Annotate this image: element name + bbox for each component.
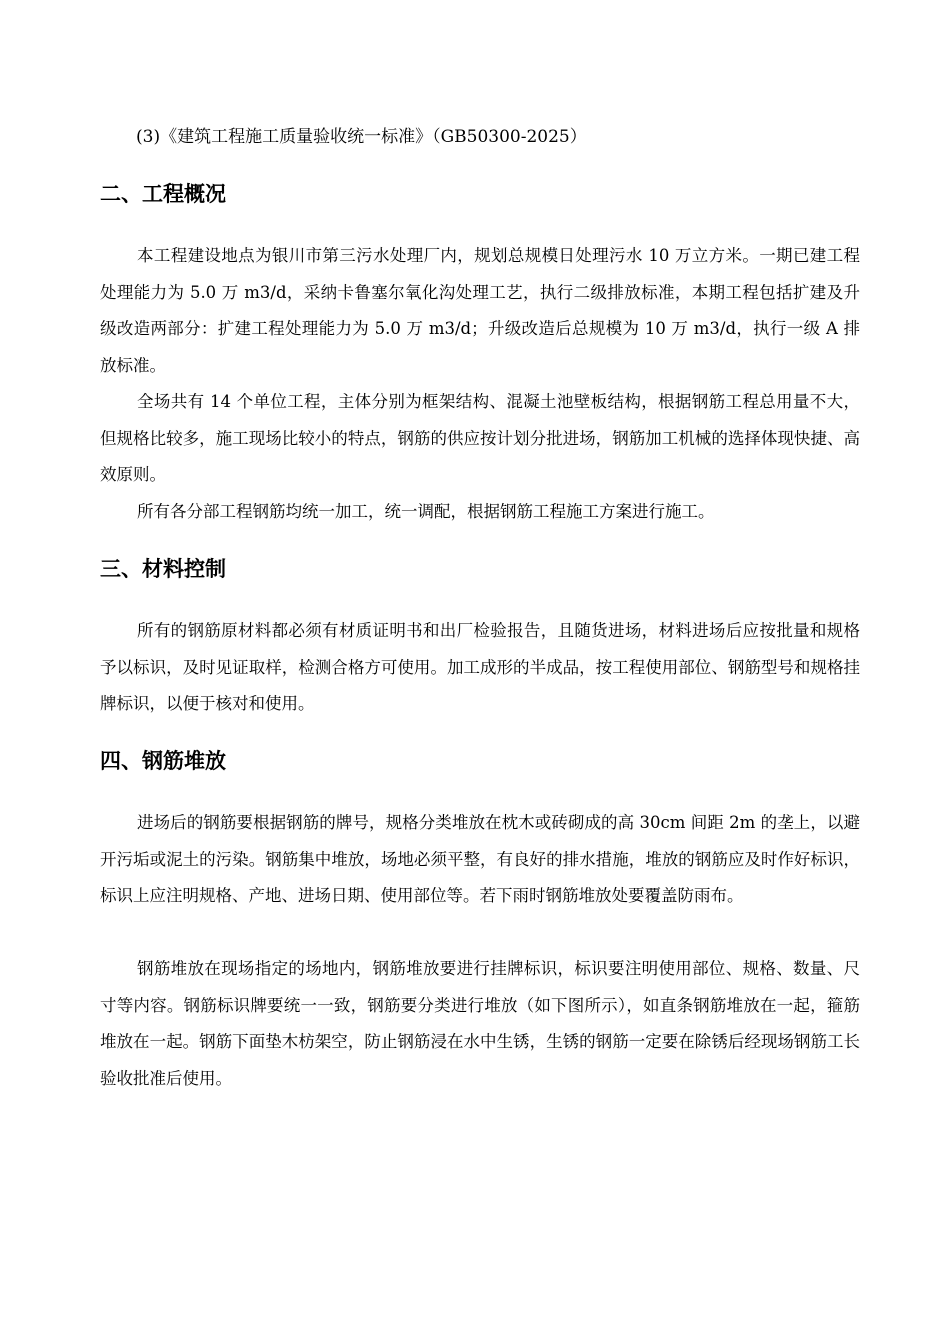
paragraph: 所有的钢筋原材料都必须有材质证明书和出厂检验报告，且随货进场，材料进场后应按批量和规格予以标识，及时见证取样，检测合格方可使用。加工成形的半成品，按工程使用部位、钢筋型号和规格挂牌标识，以便于核对和使用。	[100, 621, 860, 713]
paragraph: 钢筋堆放在现场指定的场地内，钢筋堆放要进行挂牌标识，标识要注明使用部位、规格、数量、尺寸等内容。钢筋标识牌要统一一致，钢筋要分类进行堆放（如下图所示），如直条钢筋堆放在一起，箍筋堆放在一起。钢筋下面垫木枋架空，防止钢筋浸在水中生锈，生锈的钢筋一定要在除锈后经现场钢筋工长验收批准后使用。	[100, 959, 860, 1088]
reference-item: (3)《建筑工程施工质量验收统一标准》（GB50300-2025）	[136, 127, 587, 147]
paragraph: 本工程建设地点为银川市第三污水处理厂内，规划总规模日处理污水 10 万立方米。一期已建工程处理能力为 5.0 万 m3/d，采纳卡鲁塞尔氧化沟处理工艺，执行二级排放标准，本期工程包括扩建及升级改造两部分：扩建工程处理能力为 5.0 万 m3/d；升级改造后总规模为 10 万 m3/d，执行一级 A 排放标准。	[100, 246, 860, 375]
section-heading: 四、钢筋堆放	[100, 749, 226, 773]
section-heading: 三、材料控制	[100, 557, 226, 581]
paragraph: 全场共有 14 个单位工程，主体分别为框架结构、混凝土池壁板结构，根据钢筋工程总用量不大，但规格比较多，施工现场比较小的特点，钢筋的供应按计划分批进场，钢筋加工机械的选择体现快捷、高效原则。	[100, 392, 860, 484]
paragraph: 进场后的钢筋要根据钢筋的牌号，规格分类堆放在枕木或砖砌成的高 30cm 间距 2m 的垄上，以避开污垢或泥土的污染。钢筋集中堆放，场地必须平整，有良好的排水措施，堆放的钢筋应及时作好标识，标识上应注明规格、产地、进场日期、使用部位等。若下雨时钢筋堆放处要覆盖防雨布。	[100, 813, 860, 905]
section-heading: 二、工程概况	[100, 182, 226, 206]
paragraph: 所有各分部工程钢筋均统一加工，统一调配，根据钢筋工程施工方案进行施工。	[137, 502, 715, 521]
